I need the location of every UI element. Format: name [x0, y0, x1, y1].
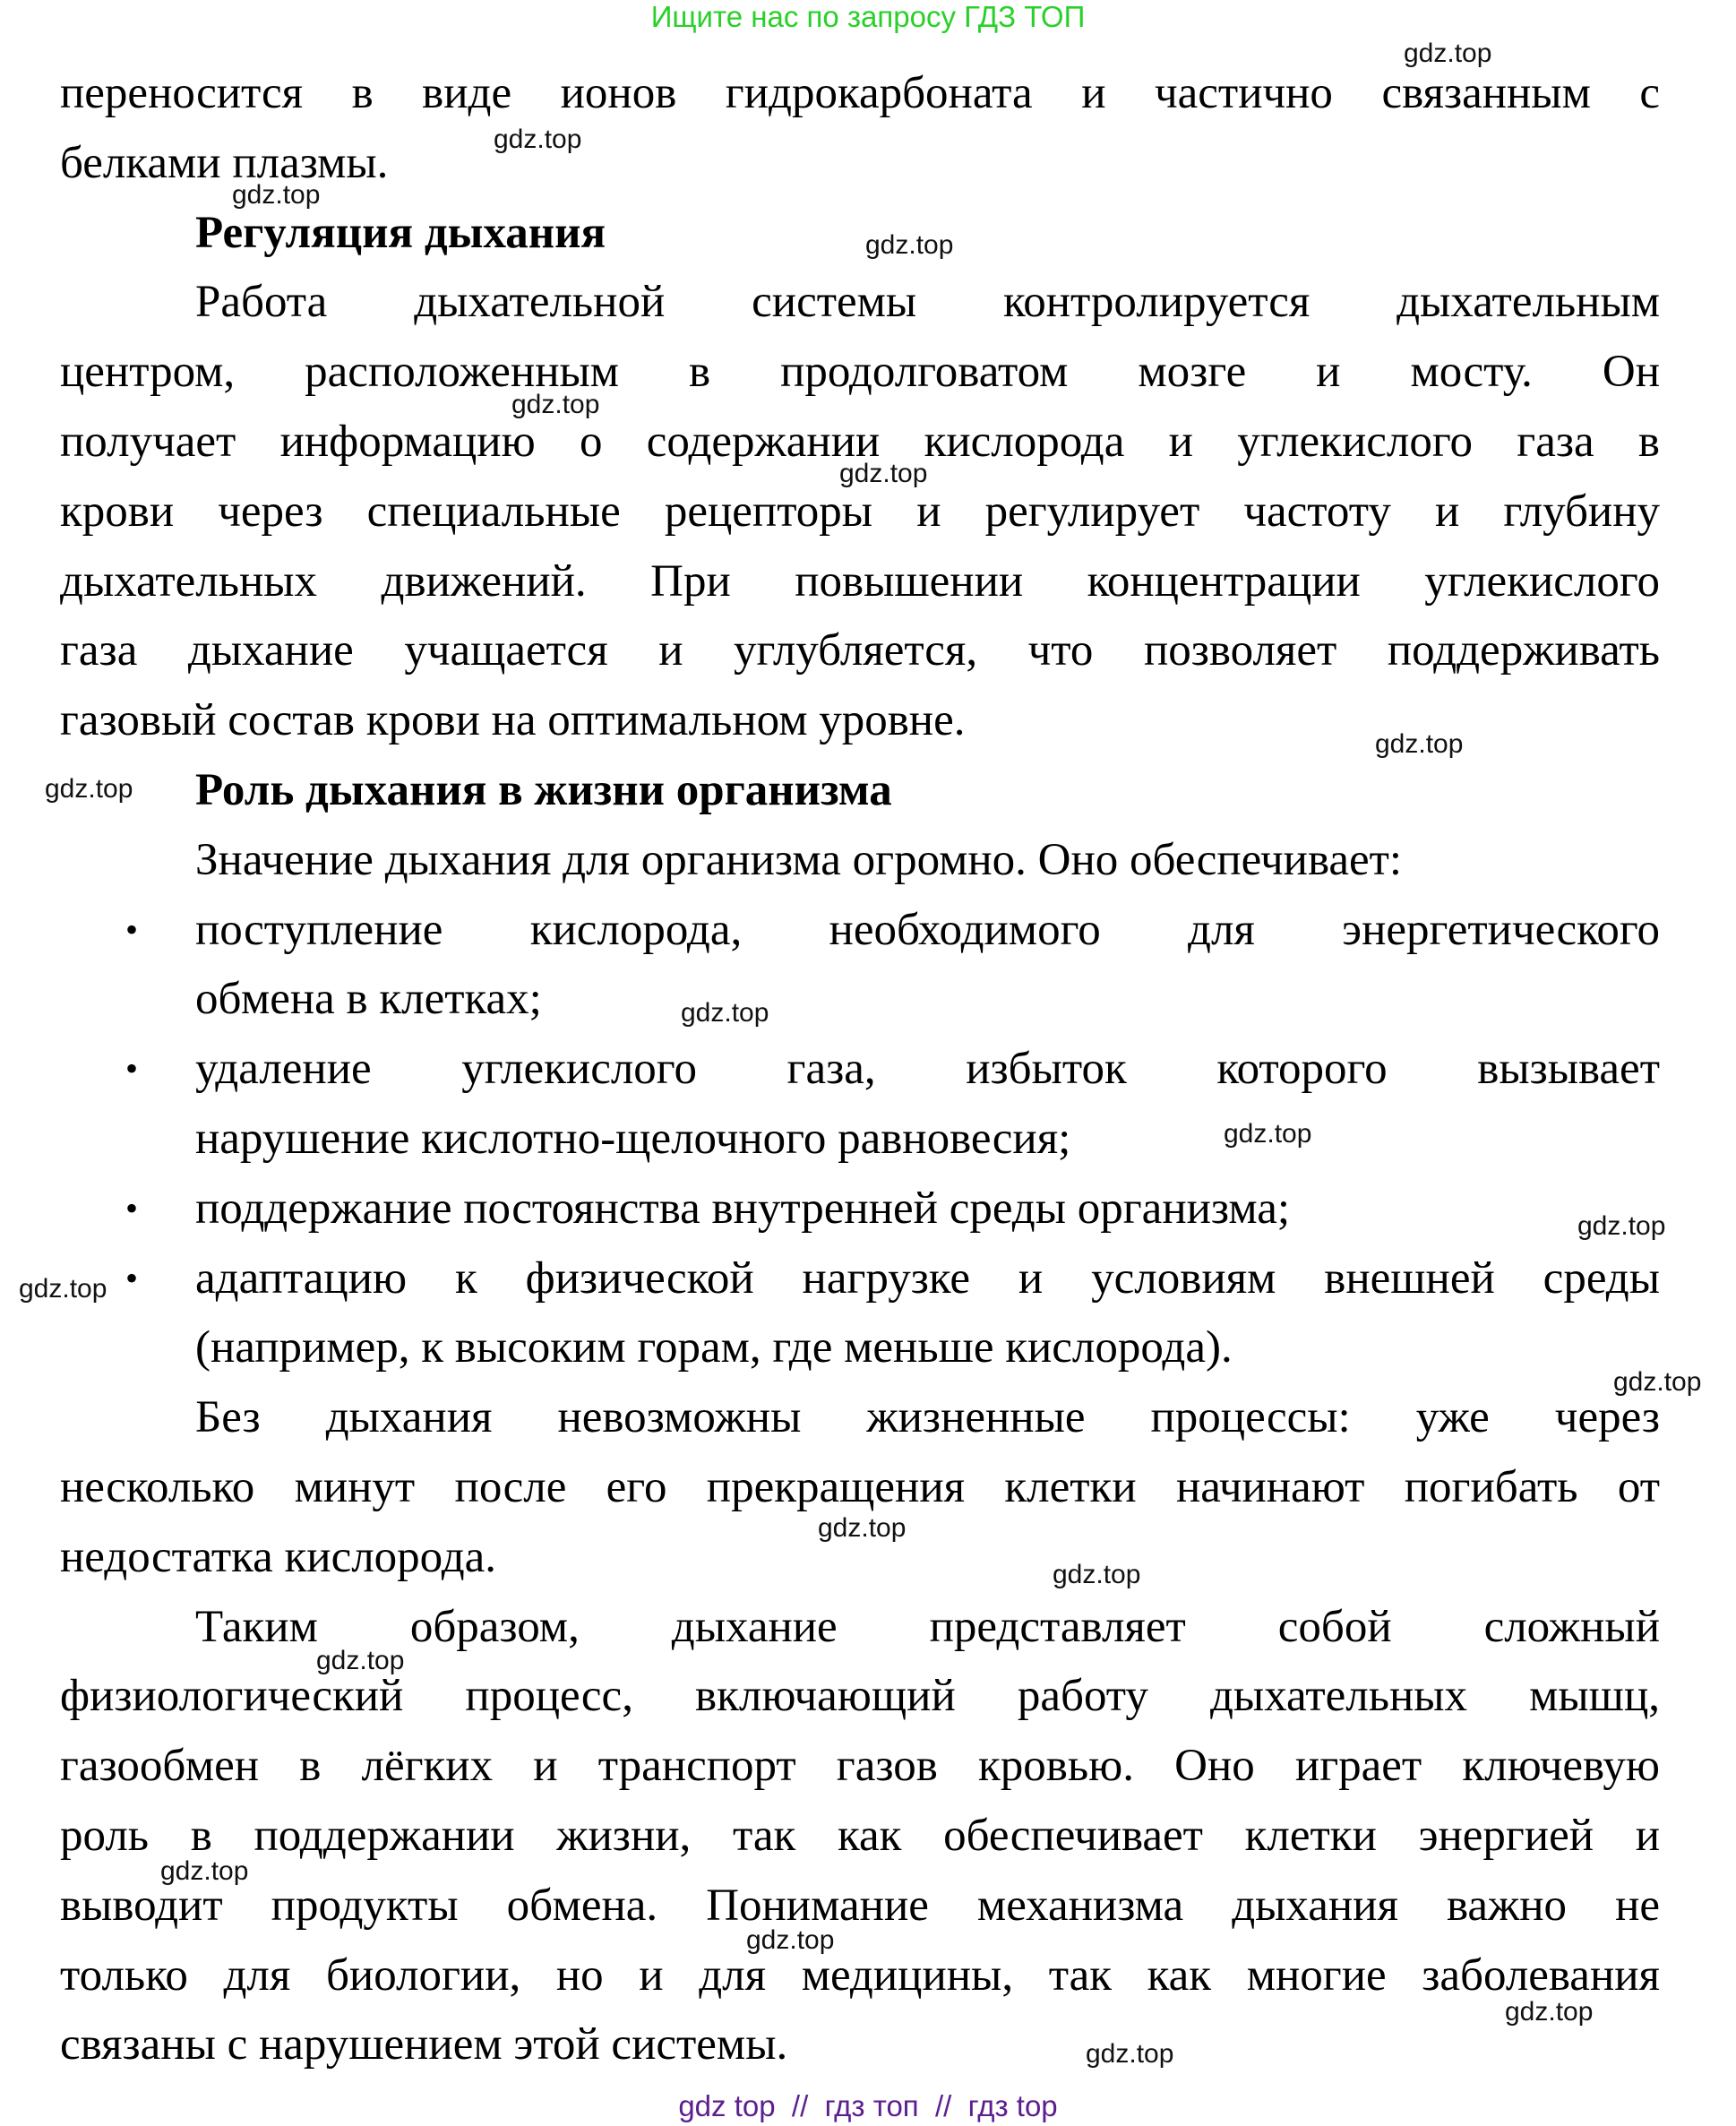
- watermark: gdz.top: [45, 774, 133, 804]
- bullet-icon: •: [125, 1187, 139, 1228]
- text-line: белками плазмы.: [60, 137, 389, 188]
- watermark: gdz.top: [1613, 1367, 1702, 1397]
- text-line: удаление углекислого газа, избыток которого вызывает: [195, 1044, 1660, 1095]
- bullet-icon: •: [125, 1257, 139, 1298]
- bullet-icon: •: [125, 908, 139, 950]
- footer-links: gdz top // гдз топ // гдз top: [678, 2089, 1058, 2122]
- bullet-icon: •: [125, 1048, 139, 1089]
- text-line: центром, расположенным в продолговатом мозге и мосту. Он: [60, 347, 1660, 398]
- watermark: gdz.top: [746, 1925, 835, 1955]
- watermark: gdz.top: [511, 390, 600, 419]
- watermark: gdz.top: [1404, 39, 1492, 68]
- text-line: связаны с нарушением этой системы.: [60, 2019, 788, 2070]
- text-line: Без дыхания невозможны жизненные процессы: уже через: [195, 1392, 1660, 1443]
- watermark: gdz.top: [839, 459, 928, 488]
- text-line: физиологический процесс, включающий работу дыхательных мышц,: [60, 1671, 1660, 1722]
- text-line: поступление кислорода, необходимого для энергетического: [195, 904, 1660, 955]
- text-line: крови через специальные рецепторы и регулирует частоту и глубину: [60, 486, 1660, 537]
- watermark: gdz.top: [1505, 1997, 1594, 2027]
- text-line: роль в поддержании жизни, так как обеспечивает клетки энергией и: [60, 1811, 1660, 1861]
- text-line: поддержание постоянства внутренней среды организма;: [195, 1183, 1291, 1234]
- watermark: gdz.top: [1375, 729, 1464, 759]
- text-line: нарушение кислотно-щелочного равновесия;: [195, 1114, 1071, 1164]
- text-line: газовый состав крови на оптимальном уровне.: [60, 695, 966, 746]
- watermark: gdz.top: [865, 230, 954, 260]
- text-line: дыхательных движений. При повышении концентрации углекислого: [60, 555, 1660, 607]
- watermark: gdz.top: [1086, 2039, 1174, 2069]
- watermark: gdz.top: [681, 998, 769, 1028]
- text-line: выводит продукты обмена. Понимание механизма дыхания важно не: [60, 1880, 1660, 1931]
- text-line: обмена в клетках;: [195, 974, 542, 1025]
- watermark: gdz.top: [818, 1513, 907, 1543]
- section-heading: Регуляция дыхания: [195, 207, 606, 258]
- text-line: несколько минут после его прекращения клетки начинают погибать от: [60, 1462, 1660, 1512]
- text-line: адаптацию к физической нагрузке и условиям внешней среды: [195, 1252, 1660, 1304]
- text-line: газообмен в лёгких и транспорт газов кровью. Оно играет ключевую: [60, 1741, 1660, 1792]
- watermark: gdz.top: [316, 1646, 405, 1675]
- text-line: получает информацию о содержании кислорода и углекислого газа в: [60, 417, 1660, 467]
- text-line: Таким образом, дыхание представляет собой сложный: [195, 1601, 1660, 1652]
- text-line: недостатка кислорода.: [60, 1531, 497, 1582]
- section-heading: Роль дыхания в жизни организма: [195, 765, 892, 815]
- text-line: (например, к высоким горам, где меньше кислорода).: [195, 1322, 1233, 1373]
- text-line: переносится в виде ионов гидрокарбоната и частично связанным с: [60, 68, 1660, 118]
- watermark: gdz.top: [19, 1274, 107, 1304]
- text-line: газа дыхание учащается и углубляется, что позволяет поддерживать: [60, 625, 1660, 676]
- text-line: Работа дыхательной системы контролируется дыхательным: [195, 277, 1660, 328]
- watermark: gdz.top: [1224, 1119, 1312, 1149]
- header-banner: Ищите нас по запросу ГДЗ ТОП: [650, 0, 1086, 33]
- watermark: gdz.top: [160, 1856, 249, 1886]
- watermark: gdz.top: [232, 180, 321, 210]
- text-line: Значение дыхания для организма огромно. Оно обеспечивает:: [195, 834, 1403, 885]
- watermark: gdz.top: [1053, 1560, 1141, 1589]
- watermark: gdz.top: [494, 125, 582, 154]
- watermark: gdz.top: [1577, 1211, 1666, 1241]
- text-line: только для биологии, но и для медицины, так как многие заболевания: [60, 1950, 1660, 2001]
